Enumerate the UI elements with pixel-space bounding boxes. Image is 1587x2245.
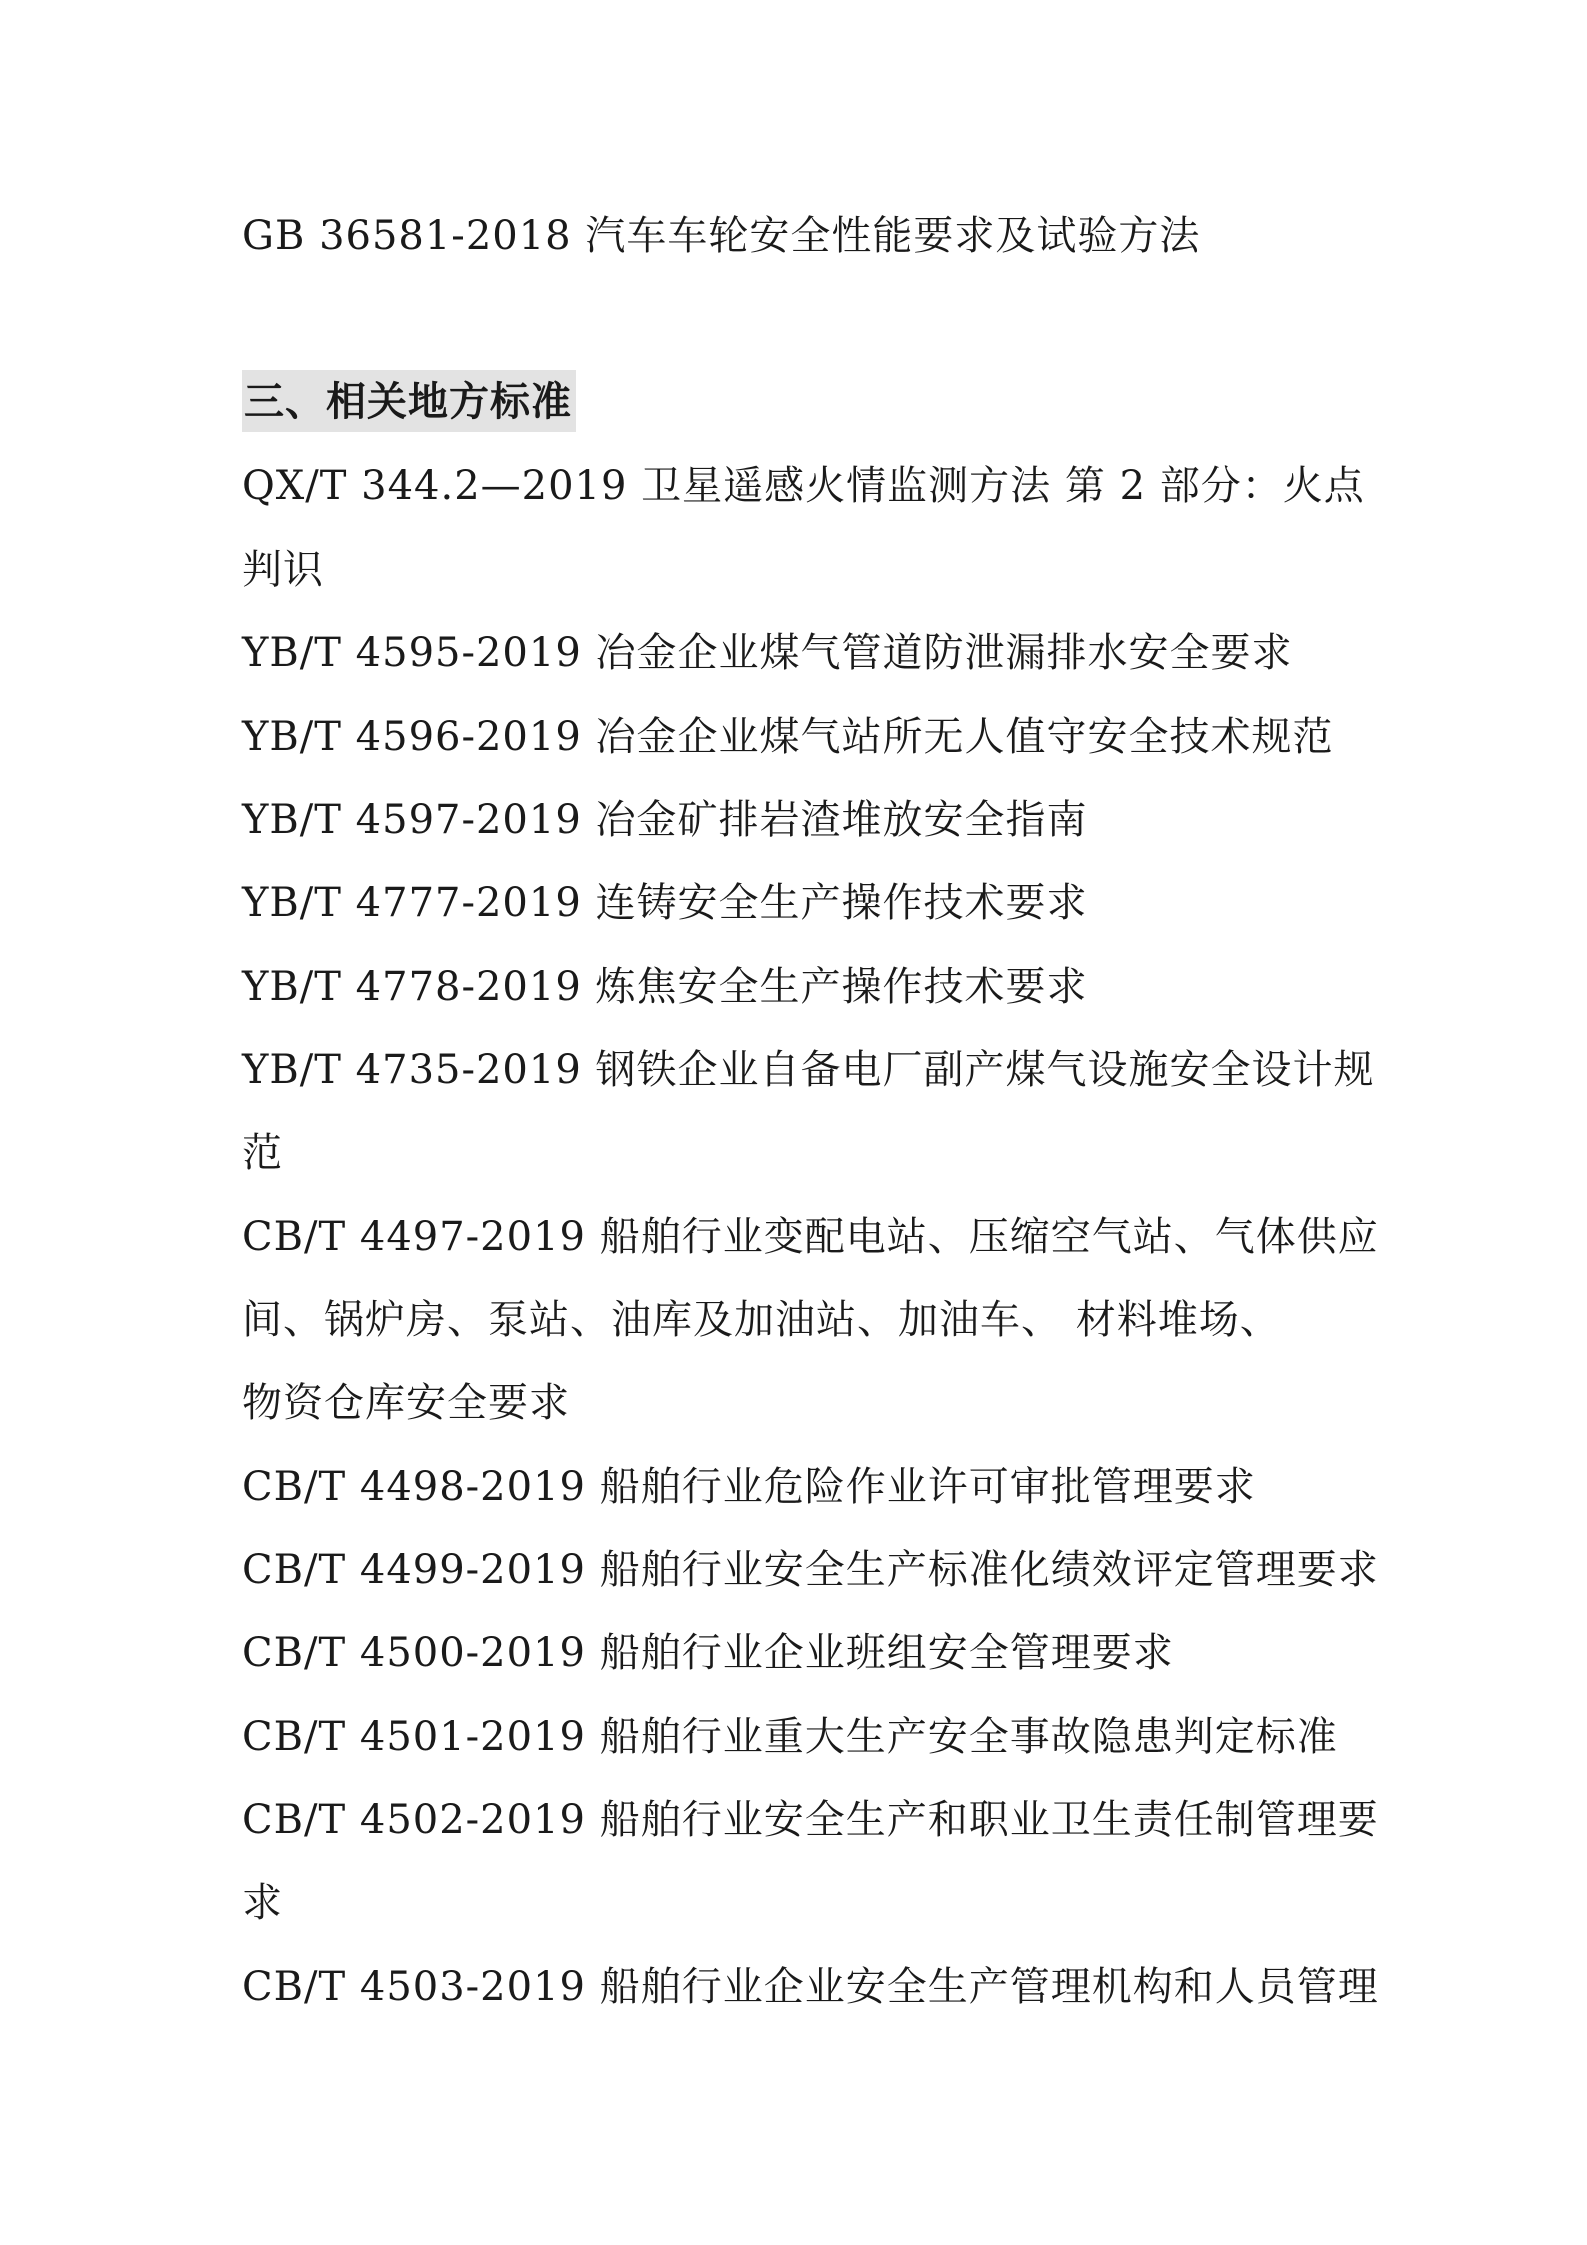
standard-line-continuation: 物资仓库安全要求	[242, 1380, 570, 1426]
standard-line-continuation: 判识	[242, 547, 324, 593]
standard-line: CB/T 4498-2019 船舶行业危险作业许可审批管理要求	[242, 1464, 1256, 1510]
standard-line: CB/T 4497-2019 船舶行业变配电站、压缩空气站、气体供应	[242, 1214, 1379, 1260]
standard-line: YB/T 4777-2019 连铸安全生产操作技术要求	[242, 880, 1088, 926]
standard-line: YB/T 4778-2019 炼焦安全生产操作技术要求	[242, 964, 1088, 1010]
standard-line-continuation: 范	[242, 1130, 283, 1176]
standard-line: YB/T 4596-2019 冶金企业煤气站所无人值守安全技术规范	[242, 714, 1334, 760]
standard-line-continuation: 间、锅炉房、泵站、油库及加油站、加油车、 材料堆场、	[242, 1297, 1281, 1343]
section-heading: 三、相关地方标准	[242, 370, 576, 432]
standard-line: GB 36581-2018 汽车车轮安全性能要求及试验方法	[242, 213, 1201, 259]
standard-line: CB/T 4502-2019 船舶行业安全生产和职业卫生责任制管理要	[242, 1797, 1379, 1843]
standard-line: QX/T 344.2—2019 卫星遥感火情监测方法 第 2 部分：火点	[242, 463, 1365, 509]
standard-line: CB/T 4499-2019 船舶行业安全生产标准化绩效评定管理要求	[242, 1547, 1379, 1593]
standard-line-continuation: 求	[242, 1880, 283, 1926]
standard-line: CB/T 4503-2019 船舶行业企业安全生产管理机构和人员管理	[242, 1964, 1379, 2010]
standard-line: CB/T 4501-2019 船舶行业重大生产安全事故隐患判定标准	[242, 1714, 1338, 1760]
standard-line: YB/T 4597-2019 冶金矿排岩渣堆放安全指南	[242, 797, 1088, 843]
standard-line: YB/T 4735-2019 钢铁企业自备电厂副产煤气设施安全设计规	[242, 1047, 1375, 1093]
standard-line: YB/T 4595-2019 冶金企业煤气管道防泄漏排水安全要求	[242, 630, 1293, 676]
standard-line: CB/T 4500-2019 船舶行业企业班组安全管理要求	[242, 1630, 1174, 1676]
